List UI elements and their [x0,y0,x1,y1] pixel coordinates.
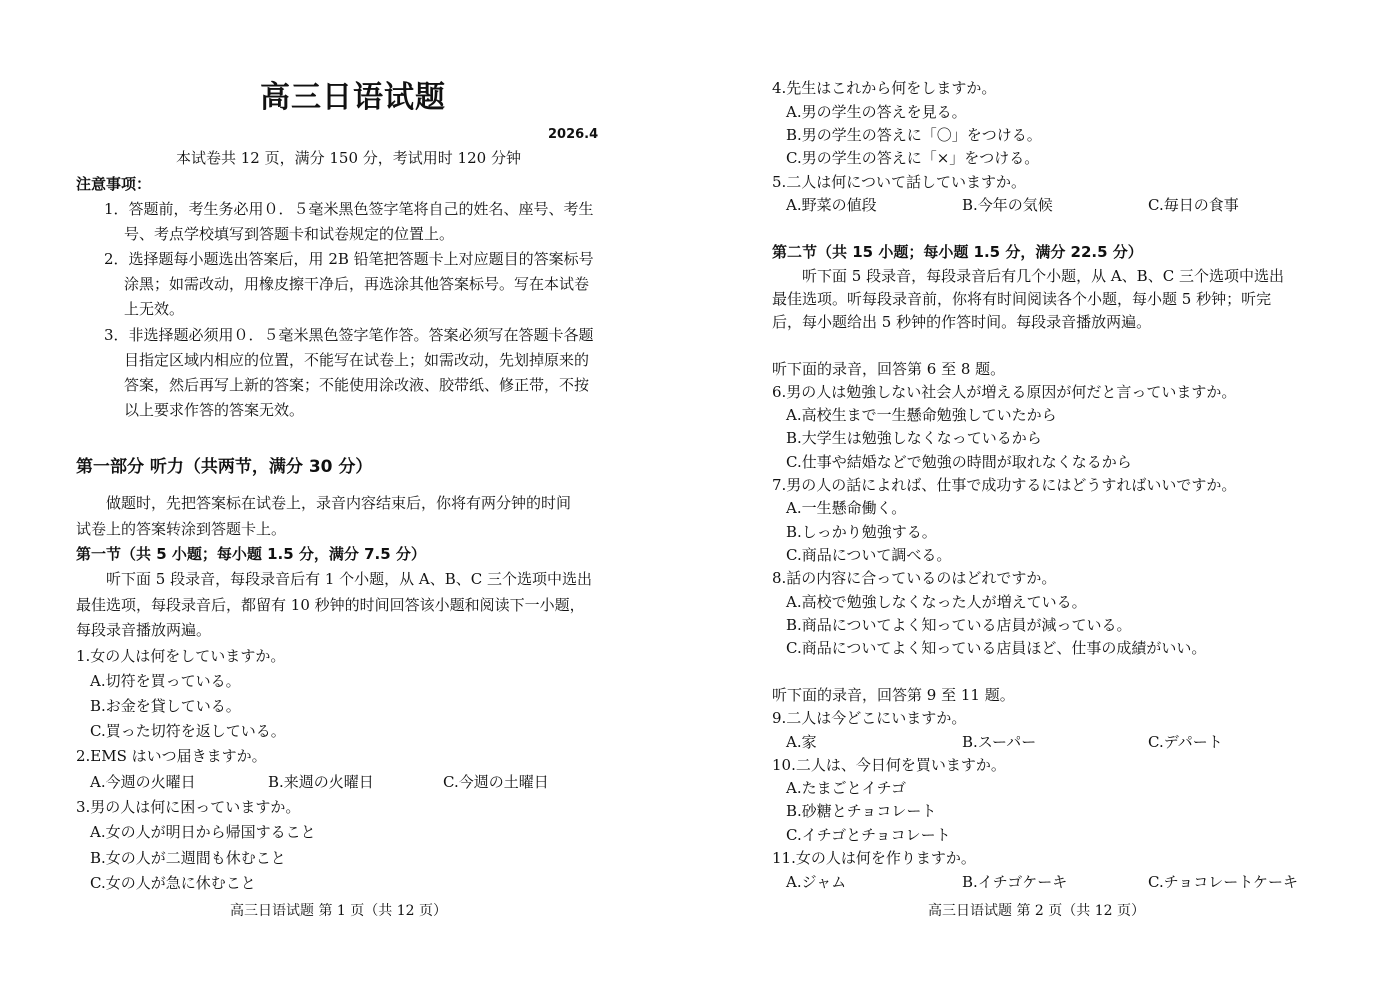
q2-option-b: B.来週の火曜日 [268,773,374,791]
section2-intro-line-3: 后，每小题给出 5 秒钟的作答时间。每段录音播放两遍。 [772,313,1152,331]
q1-stem: 1.女の人は何をしていますか。 [76,647,286,665]
q5-option-c: C.毎日の食事 [1148,196,1239,214]
q1-option-a: A.切符を買っている。 [90,672,241,690]
section1-intro-line-1: 听下面 5 段录音，每段录音后有 1 个小题，从 A、B、C 三个选项中选出 [106,570,593,588]
q4-option-a: A.男の学生の答えを見る。 [786,103,967,121]
q1-option-b: B.お金を貸している。 [90,697,241,715]
q5-option-b: B.今年の気候 [962,196,1053,214]
exam-date: 2026.4 [548,127,599,142]
q10-option-c: C.イチゴとチョコレート [786,826,951,844]
section2-intro-line-1: 听下面 5 段录音，每段录音后有几个小题，从 A、B、C 三个选项中选出 [802,267,1284,285]
q8-option-b: B.商品についてよく知っている店員が減っている。 [786,616,1132,634]
q10-option-a: A.たまごとイチゴ [786,779,907,797]
q8-option-a: A.高校で勉強しなくなった人が増えている。 [786,593,1087,611]
section2-intro-line-2: 最佳选项。听每段录音前，你将有时间阅读各个小题，每小题 5 秒钟；听完 [772,290,1272,308]
q2-stem: 2.EMS はいつ届きますか。 [76,747,267,765]
q8-option-c: C.商品についてよく知っている店員ほど、仕事の成績がいい。 [786,639,1207,657]
section1-intro-line-2: 最佳选项，每段录音后，都留有 10 秒钟的时间回答该小题和阅读下一小题， [76,596,585,614]
page-right [696,0,1392,983]
notice-2-line-1: 2．选择题每小题选出答案后，用 2B 铅笔把答题卡上对应题目的答案标号 [104,250,594,268]
q3-stem: 3.男の人は何に困っていますか。 [76,798,301,816]
q7-option-a: A.一生懸命働く。 [786,499,907,517]
q3-option-b: B.女の人が二週間も休むこと [90,849,286,867]
q4-option-c: C.男の学生の答えに「×」をつける。 [786,149,1040,167]
exam-title: 高三日语试题 [260,80,446,115]
q3-option-a: A.女の人が明日から帰国すること [90,823,316,841]
q6-option-b: B.大学生は勉強しなくなっているから [786,429,1042,447]
notice-3-line-4: 以上要求作答的答案无效。 [124,401,305,419]
section1-heading: 第一节（共 5 小题；每小题 1.5 分，满分 7.5 分） [76,545,426,563]
q4-option-b: B.男の学生の答えに「〇」をつける。 [786,126,1042,144]
group1-instruction: 听下面的录音，回答第 6 至 8 题。 [772,360,1006,378]
q11-option-a: A.ジャム [786,873,847,891]
q2-option-c: C.今週の土曜日 [443,773,549,791]
q1-option-c: C.買った切符を返している。 [90,722,286,740]
q6-option-c: C.仕事や結婚などで勉強の時間が取れなくなるから [786,453,1132,471]
q6-stem: 6.男の人は勉強しない社会人が増える原因が何だと言っていますか。 [772,383,1237,401]
page-footer-left: 高三日语试题 第 1 页（共 12 页） [230,903,447,919]
part1-heading: 第一部分 听力（共两节，满分 30 分） [76,457,373,477]
notice-2-line-2: 涂黑；如需改动，用橡皮擦干净后，再选涂其他答案标号。写在本试卷 [124,275,590,293]
notice-3-line-1: 3．非选择题必须用０．５毫米黑色签字笔作答。答案必须写在答题卡各题 [104,326,594,344]
notice-1-line-2: 号、考点学校填写到答题卡和试卷规定的位置上。 [124,225,455,243]
section1-intro-line-3: 每段录音播放两遍。 [76,621,212,639]
q4-stem: 4.先生はこれから何をしますか。 [772,79,997,97]
q11-option-c: C.チョコレートケーキ [1148,873,1298,891]
part1-intro-line-1: 做题时，先把答案标在试卷上，录音内容结束后，你将有两分钟的时间 [106,494,572,512]
notice-3-line-3: 答案，然后再写上新的答案；不能使用涂改液、胶带纸、修正带，不按 [124,376,590,394]
q5-option-a: A.野菜の値段 [786,196,877,214]
section2-heading: 第二节（共 15 小题；每小题 1.5 分，满分 22.5 分） [772,243,1143,261]
q7-stem: 7.男の人の話によれば、仕事で成功するにはどうすればいいですか。 [772,476,1237,494]
q9-option-b: B.スーパー [962,733,1037,751]
part1-intro-line-2: 试卷上的答案转涂到答题卡上。 [76,520,287,538]
q7-option-c: C.商品について調べる。 [786,546,952,564]
group2-instruction: 听下面的录音，回答第 9 至 11 题。 [772,686,1015,704]
q2-option-a: A.今週の火曜日 [90,773,196,791]
q8-stem: 8.話の内容に合っているのはどれですか。 [772,569,1057,587]
q9-option-a: A.家 [786,733,817,751]
q7-option-b: B.しっかり勉強する。 [786,523,937,541]
q3-option-c: C.女の人が急に休むこと [90,874,256,892]
notice-2-line-3: 上无效。 [124,300,185,318]
notice-3-line-2: 目指定区域内相应的位置，不能写在试卷上；如需改动，先划掉原来的 [124,351,590,369]
q9-stem: 9.二人は今どこにいますか。 [772,709,967,727]
q11-option-b: B.イチゴケーキ [962,873,1068,891]
q11-stem: 11.女の人は何を作りますか。 [772,849,976,867]
q6-option-a: A.高校生まで一生懸命勉強していたから [786,406,1057,424]
exam-subtitle: 本试卷共 12 页，满分 150 分，考试用时 120 分钟 [176,149,521,167]
q10-stem: 10.二人は、今日何を買いますか。 [772,756,1006,774]
q10-option-b: B.砂糖とチョコレート [786,802,937,820]
page-footer-right: 高三日语试题 第 2 页（共 12 页） [928,903,1145,919]
notice-heading: 注意事项： [76,175,152,193]
notice-1-line-1: 1．答题前，考生务必用０．５毫米黑色签字笔将自己的姓名、座号、考生 [104,200,594,218]
q5-stem: 5.二人は何について話していますか。 [772,173,1027,191]
q9-option-c: C.デパート [1148,733,1223,751]
